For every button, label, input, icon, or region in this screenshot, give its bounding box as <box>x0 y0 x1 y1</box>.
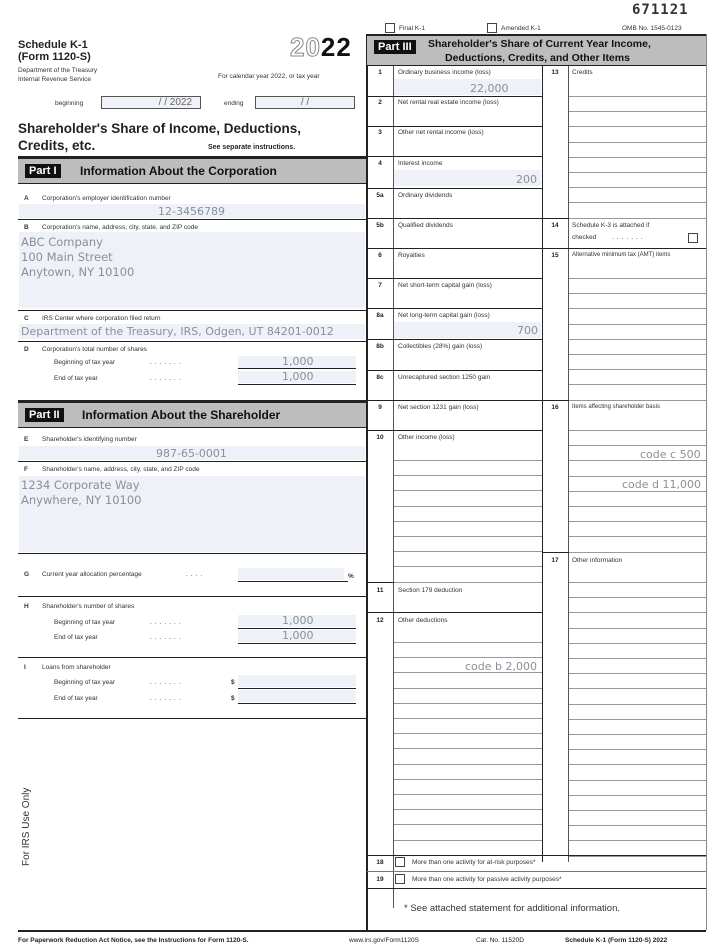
grid-line <box>569 491 706 492</box>
grid-line <box>569 293 706 294</box>
field-c-label: IRS Center where corporation filed return <box>42 315 161 322</box>
grid-line <box>394 566 542 567</box>
grid-line <box>569 780 706 781</box>
grid-line <box>394 794 542 795</box>
field-i-begin-label: Beginning of tax year <box>54 679 116 686</box>
box8a-value[interactable]: 700 <box>517 324 538 337</box>
grid-line <box>394 460 542 461</box>
grid-line <box>394 475 542 476</box>
grid-line <box>569 612 706 613</box>
box18-num: 18 <box>376 859 384 866</box>
grid-line <box>394 779 542 780</box>
grid-line <box>394 840 542 841</box>
loans-begin-input[interactable] <box>238 675 356 687</box>
allocation-pct-sign: % <box>348 573 354 580</box>
box16-label: Items affecting shareholder basis <box>572 404 660 410</box>
box5b-label: Qualified dividends <box>398 222 453 229</box>
grid-line <box>569 111 706 112</box>
grid-line <box>394 657 542 658</box>
field-a-label: Corporation's employer identification number <box>42 195 171 202</box>
omb-number: OMB No. 1545-0123 <box>622 25 682 32</box>
grid-line <box>569 476 706 477</box>
form-number: (Form 1120-S) <box>18 51 91 63</box>
field-c-letter: C <box>24 315 29 322</box>
field-d-letter: D <box>24 346 29 353</box>
grid-line <box>394 688 542 689</box>
box12-label: Other deductions <box>398 617 448 624</box>
part2-tag: Part II <box>25 408 64 422</box>
loans-end-dollar: $ <box>231 695 235 702</box>
grid-line <box>569 795 706 796</box>
box9-num: 9 <box>378 404 382 411</box>
box18-label: More than one activity for at-risk purposes* <box>412 859 536 866</box>
cat-number: Cat. No. 11520D <box>476 937 524 944</box>
grid-line <box>367 308 542 309</box>
box8c-num: 8c <box>376 374 384 381</box>
corp-line-2: 100 Main Street <box>21 250 113 264</box>
field-b-letter: B <box>24 224 29 231</box>
sh-line-1: 1234 Corporate Way <box>21 478 140 492</box>
field-h-label: Shareholder's number of shares <box>42 603 135 610</box>
grid-line <box>367 430 542 431</box>
grid-line <box>569 218 706 219</box>
box7-label: Net short-term capital gain (loss) <box>398 282 492 289</box>
field-e-letter: E <box>24 436 29 443</box>
grid-line <box>569 734 706 735</box>
box12-num: 12 <box>376 617 384 624</box>
box8a-num: 8a <box>376 312 384 319</box>
beginning-label: beginning <box>55 100 84 107</box>
grid-line <box>569 324 706 325</box>
ending-date-field[interactable]: / / <box>255 96 355 109</box>
corp-line-3: Anytown, NY 10100 <box>21 265 135 279</box>
box3-label: Other net rental income (loss) <box>398 129 484 136</box>
grid-line <box>569 840 706 841</box>
field-i-letter: I <box>24 664 26 671</box>
shareholder-name-address[interactable] <box>21 478 141 508</box>
grid-line <box>394 506 542 507</box>
box8c-label: Unrecaptured section 1250 gain <box>398 374 491 381</box>
tax-year <box>290 32 352 63</box>
box9-label: Net section 1231 gain (loss) <box>398 404 479 411</box>
box5a-label: Ordinary dividends <box>398 192 453 199</box>
corp-shares-begin[interactable]: 1,000 <box>282 355 314 368</box>
grid-line <box>569 172 706 173</box>
grid-line <box>569 643 706 644</box>
grid-line <box>569 126 706 127</box>
field-f-letter: F <box>24 466 28 473</box>
grid-line <box>569 536 706 537</box>
box14-label-1: Schedule K-3 is attached if <box>572 222 650 229</box>
grid-line <box>367 218 542 219</box>
grid-line <box>367 156 542 157</box>
schedule-k3-checkbox[interactable] <box>688 233 698 243</box>
grid-line <box>394 490 542 491</box>
box15-label: Alternative minimum tax (AMT) items <box>572 252 671 258</box>
grid-line <box>569 628 706 629</box>
field-h-letter: H <box>24 603 29 610</box>
field-b-label: Corporation's name, address, city, state, and ZIP code <box>42 224 198 231</box>
grid-line <box>394 551 542 552</box>
box14-num: 14 <box>551 222 559 229</box>
employer-id-value[interactable]: 12-3456789 <box>158 205 225 218</box>
field-g-letter: G <box>24 571 30 578</box>
box5b-num: 5b <box>376 222 384 229</box>
grid-line <box>367 188 542 189</box>
amended-k1-checkbox[interactable] <box>487 23 497 33</box>
box3-num: 3 <box>378 129 382 136</box>
footer-form-id: Schedule K-1 (Form 1120-S) 2022 <box>565 937 668 944</box>
grid-line <box>569 187 706 188</box>
grid-line <box>569 658 706 659</box>
field-g-label: Current year allocation percentage <box>42 571 142 578</box>
field-d-label: Corporation's total number of shares <box>42 346 147 353</box>
box15-num: 15 <box>551 252 559 259</box>
box1-num: 1 <box>378 69 382 76</box>
box19-checkbox[interactable] <box>395 874 405 884</box>
grid-line <box>394 809 542 810</box>
corporation-name-address[interactable] <box>21 235 134 280</box>
field-h-end-label: End of tax year <box>54 634 98 641</box>
box2-label: Net rental real estate income (loss) <box>398 99 499 106</box>
part2-title: Information About the Shareholder <box>82 408 281 422</box>
grid-line <box>569 764 706 765</box>
beginning-date-field[interactable]: / / 2022 <box>101 96 201 109</box>
corp-shares-end[interactable]: 1,000 <box>282 370 314 383</box>
box12-value[interactable]: code b 2,000 <box>465 660 537 673</box>
box1-label: Ordinary business income (loss) <box>398 69 491 76</box>
box19-num: 19 <box>376 876 384 883</box>
grid-line <box>569 308 706 309</box>
grid-line <box>543 248 706 249</box>
irs-url[interactable]: www.irs.gov/Form1120S <box>349 937 419 944</box>
box16-value-2[interactable]: code d 11,000 <box>622 478 701 491</box>
tax-year-outline: 20 <box>290 32 321 62</box>
box11-num: 11 <box>376 587 384 594</box>
grid-line <box>394 521 542 522</box>
field-h-begin-label: Beginning of tax year <box>54 619 116 626</box>
grid-line <box>394 824 542 825</box>
box19-label: More than one activity for passive activity purposes* <box>412 876 562 883</box>
box2-num: 2 <box>378 99 382 106</box>
grid-line <box>367 126 542 127</box>
grid-line <box>394 733 542 734</box>
grid-line <box>569 521 706 522</box>
grid-line <box>569 157 706 158</box>
grid-line <box>394 536 542 537</box>
grid-line <box>367 888 706 889</box>
grid-line <box>569 369 706 370</box>
box16-value-1[interactable]: code c 500 <box>640 448 701 461</box>
sh-line-2: Anywhere, NY 10100 <box>21 493 142 507</box>
loans-begin-dollar: $ <box>231 679 235 686</box>
grid-line <box>569 278 706 279</box>
see-separate-instructions: See separate instructions. <box>208 144 296 151</box>
box13-label: Credits <box>572 69 593 76</box>
grid-line <box>367 855 706 856</box>
field-e-label: Shareholder's identifying number <box>42 436 137 443</box>
field-i-label: Loans from shareholder <box>42 664 111 671</box>
part3-title-1: Shareholder's Share of Current Year Income, <box>428 38 651 50</box>
shareholder-id-value[interactable]: 987-65-0001 <box>156 447 227 460</box>
grid-line <box>394 582 542 583</box>
grid-line <box>569 384 706 385</box>
grid-line <box>569 597 706 598</box>
grid-line <box>367 248 542 249</box>
main-title-line2: Credits, etc. <box>18 138 96 153</box>
box8a-label: Net long-term capital gain (loss) <box>398 312 490 319</box>
grid-line <box>569 673 706 674</box>
final-k1-checkbox[interactable] <box>385 23 395 33</box>
box4-value[interactable]: 200 <box>516 173 537 186</box>
grid-line <box>569 142 706 143</box>
attached-statement-note: * See attached statement for additional information. <box>404 903 620 914</box>
grid-line <box>569 704 706 705</box>
box16-num: 16 <box>551 404 559 411</box>
grid-line <box>569 506 706 507</box>
grid-line <box>569 96 706 97</box>
grid-line <box>569 202 706 203</box>
box18-checkbox[interactable] <box>395 857 405 867</box>
schedule-title: Schedule K-1 <box>18 39 88 51</box>
amended-k1-label: Amended K-1 <box>501 25 541 32</box>
grid-line <box>569 719 706 720</box>
box14-label-2: checked <box>572 234 597 241</box>
grid-line <box>569 445 706 446</box>
grid-line <box>367 339 542 340</box>
part1-title: Information About the Corporation <box>80 164 277 178</box>
box10-num: 10 <box>376 434 384 441</box>
calendar-year-text: For calendar year 2022, or tax year <box>218 73 320 80</box>
sh-shares-begin[interactable]: 1,000 <box>282 614 314 627</box>
grid-line <box>394 764 542 765</box>
box7-num: 7 <box>378 282 382 289</box>
main-title-line1: Shareholder's Share of Income, Deductions, <box>18 121 302 136</box>
field-d-begin-label: Beginning of tax year <box>54 359 116 366</box>
grid-line <box>367 400 542 401</box>
form-id-number: 671121 <box>632 2 689 18</box>
grid-line <box>569 552 706 553</box>
box6-label: Royalties <box>398 252 425 259</box>
dept-treasury: Department of the Treasury <box>18 67 98 74</box>
grid-line <box>367 370 542 371</box>
tax-year-bold: 22 <box>320 32 352 62</box>
box4-label: Interest income <box>398 160 443 167</box>
grid-line <box>569 339 706 340</box>
loans-end-input[interactable] <box>238 690 356 702</box>
final-k1-label: Final K-1 <box>399 25 426 32</box>
box8b-num: 8b <box>376 343 384 350</box>
ending-label: ending <box>224 100 244 107</box>
grid-line <box>569 856 706 857</box>
grid-line <box>569 430 706 431</box>
grid-line <box>569 354 706 355</box>
box8b-label: Collectibles (28%) gain (loss) <box>398 343 483 350</box>
grid-line <box>394 703 542 704</box>
grid-line <box>569 582 706 583</box>
sh-shares-end[interactable]: 1,000 <box>282 629 314 642</box>
grid-line <box>394 748 542 749</box>
box5a-num: 5a <box>376 192 384 199</box>
box6-num: 6 <box>378 252 382 259</box>
irs-center-value[interactable]: Department of the Treasury, IRS, Odgen, UT 84201-0012 <box>21 325 334 338</box>
grid-line <box>367 612 542 613</box>
paperwork-notice: For Paperwork Reduction Act Notice, see the Instructions for Form 1120-S. <box>18 937 249 944</box>
grid-line <box>569 688 706 689</box>
box17-num: 17 <box>551 557 559 564</box>
grid-line <box>569 825 706 826</box>
box11-label: Section 179 deduction <box>398 587 463 594</box>
grid-line <box>367 278 542 279</box>
irs-use-only: For IRS Use Only <box>21 787 32 866</box>
box17-label: Other information <box>572 557 623 564</box>
irs-name: Internal Revenue Service <box>18 76 91 83</box>
part1-tag: Part I <box>25 164 61 178</box>
field-d-end-label: End of tax year <box>54 375 98 382</box>
corp-line-1: ABC Company <box>21 235 103 249</box>
grid-line <box>367 96 542 97</box>
grid-line <box>394 718 542 719</box>
grid-line <box>569 749 706 750</box>
part3-tag: Part III <box>374 40 416 54</box>
field-f-label: Shareholder's name, address, city, state, and ZIP code <box>42 466 200 473</box>
grid-line <box>569 400 706 401</box>
grid-line <box>569 810 706 811</box>
part3-title-2: Deductions, Credits, and Other Items <box>445 52 630 64</box>
box13-num: 13 <box>551 69 559 76</box>
field-a-letter: A <box>24 195 29 202</box>
grid-line <box>394 642 542 643</box>
box1-value[interactable]: 22,000 <box>470 82 509 95</box>
box4-num: 4 <box>378 160 382 167</box>
grid-line <box>367 871 706 872</box>
field-i-end-label: End of tax year <box>54 695 98 702</box>
box10-label: Other income (loss) <box>398 434 455 441</box>
